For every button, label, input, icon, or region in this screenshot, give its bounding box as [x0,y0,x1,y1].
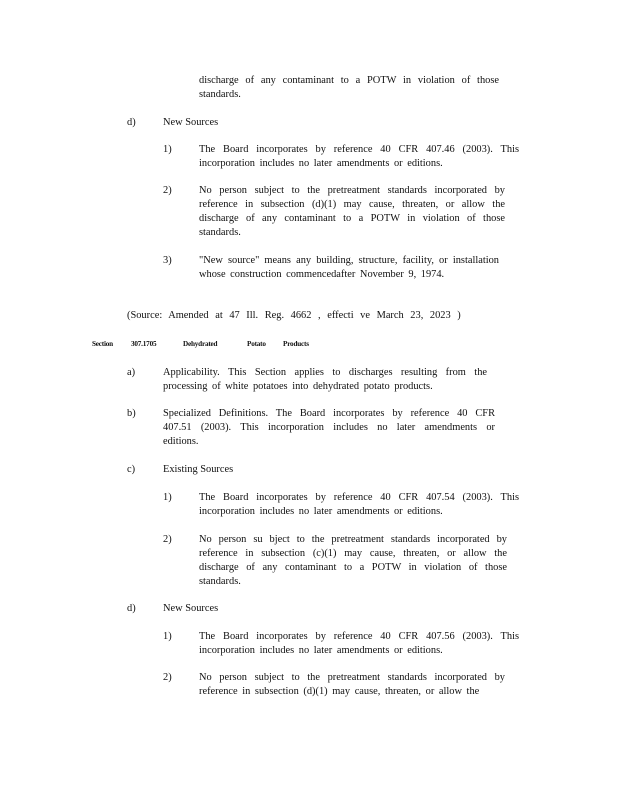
item-text: No person subject to the pretreatment standards incorporated by reference in subsection (d)(1) may cause, threaten, or allow the discharge of any contaminant to a POTW in violation of those standards. [199,185,505,238]
section-title-word: Products [283,340,309,348]
item-text: "New source" means any building, structure, facility, or installation whose construction commencedafter November 9, 1974. [199,255,499,280]
item-number: 2) [163,534,172,545]
section-number: 307.1705 [131,340,157,348]
subsection-b-text: Specialized Definitions. The Board incorporates by reference 40 CFR 407.51 (2003). This incorporation includes no later amendments or editions. [163,408,495,447]
item-text: The Board incorporates by reference 40 CFR 407.46 (2003). This incorporation includes no later amendments or editions. [199,144,519,169]
source-note: (Source: Amended at 47 Ill. Reg. 4662 , effecti ve March 23, 2023 ) [127,310,461,321]
subsection-d-label: d) [127,603,136,614]
item-text: The Board incorporates by reference 40 CFR 407.56 (2003). This incorporation includes no later amendments or editions. [199,631,519,656]
subsection-b-label: b) [127,408,136,419]
subsection-a-text: Applicability. This Section applies to discharges resulting from the processing of white potatoes into dehydrated potato products. [163,367,487,392]
section-title-word: Dehydrated [183,340,218,348]
section-title-word: Potato [247,340,266,348]
continuation-paragraph: discharge of any contaminant to a POTW in violation of those standards. [199,75,499,100]
subsection-d-title: New Sources [163,603,219,614]
subsection-d-label: d) [127,117,136,128]
subsection-a-label: a) [127,367,136,378]
subsection-c-title: Existing Sources [163,464,234,475]
section-label: Section [92,340,113,348]
item-number: 2) [163,185,172,196]
item-text: The Board incorporates by reference 40 CFR 407.54 (2003). This incorporation includes no later amendments or editions. [199,492,519,517]
item-number: 1) [163,631,172,642]
item-number: 1) [163,144,172,155]
subsection-d-title: New Sources [163,117,219,128]
item-number: 2) [163,672,172,683]
item-number: 1) [163,492,172,503]
item-text: No person subject to the pretreatment standards incorporated by reference in subsection (d)(1) may cause, threaten, or allow the [199,672,505,697]
item-text: No person su bject to the pretreatment standards incorporated by reference in subsection (c)(1) may cause, threaten, or allow the discharge of any contaminant to a POTW in violation of those standards. [199,534,507,587]
subsection-c-label: c) [127,464,136,475]
item-number: 3) [163,255,172,266]
